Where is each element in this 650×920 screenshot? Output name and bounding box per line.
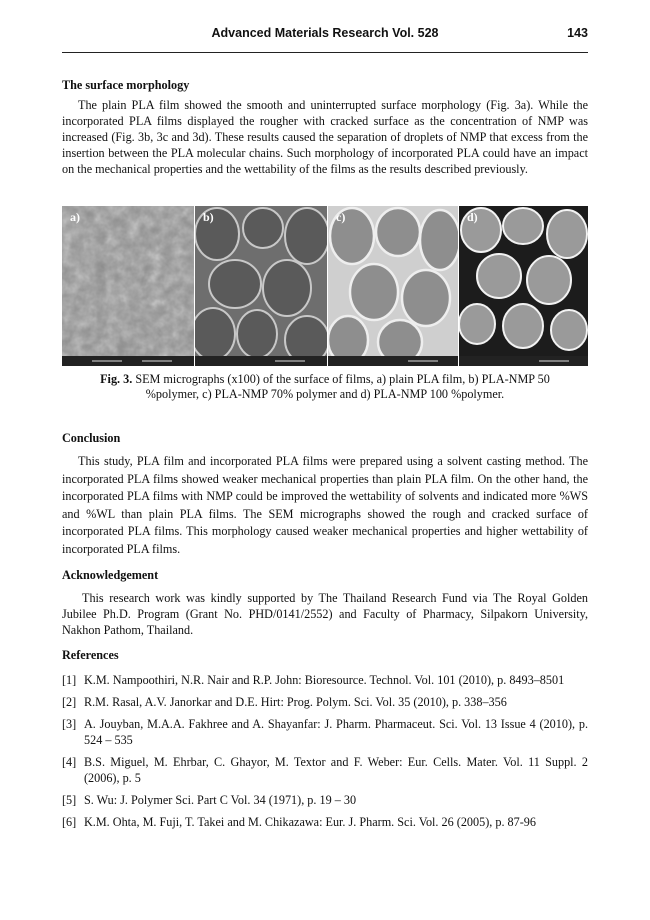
reference-text: K.M. Ohta, M. Fuji, T. Takei and M. Chikazawa: Eur. J. Pharm. Sci. Vol. 26 (2005), p. 87-96 — [84, 815, 536, 829]
reference-item — [62, 792, 588, 808]
reference-number: [6] — [62, 815, 77, 829]
morphology-text: The plain PLA film showed the smooth and uninterrupted surface morphology (Fig. 3a). While the incorporated PLA films displayed the rougher with cracked surface as the concentration of NMP was increased (Fig. 3b, 3c and 3d). These results caused the separation of droplets of NMP that excess from the insertion between the PLA molecular chains. Such morphology of incorporated PLA could have an impact on the mechanical properties and the wettability of the films as the results described previously. — [62, 98, 588, 176]
reference-item — [62, 716, 588, 748]
morphology-heading: The surface morphology — [62, 78, 190, 92]
sem-image-c — [328, 206, 458, 366]
acknowledgement-heading: Acknowledgement — [62, 568, 159, 582]
sem-panel-c — [328, 206, 458, 366]
reference-text: B.S. Miguel, M. Ehrbar, C. Ghayor, M. Textor and F. Weber: Eur. Cells. Mater. Vol. 11 Suppl. 2 (2006), p. 5 — [84, 755, 588, 785]
acknowledgement-text: This research work was kindly supported by The Thailand Research Fund via The Royal Golden Jubilee Ph.D. Program (Grant No. PHD/0141/2552) and Faculty of Pharmacy, Silpakorn University, Nakhon Pathom, Thailand. — [62, 591, 588, 637]
sem-panel-d — [459, 206, 588, 366]
sem-panel-b — [195, 206, 327, 366]
reference-number: [1] — [62, 673, 77, 687]
conclusion-text: This study, PLA film and incorporated PLA films were prepared using a solvent casting method. The incorporated PLA films showed weaker mechanical properties than plain PLA film. On the other hand, the incorporated PLA films with NMP could be improved the wettability of solvents and indicated more %WS and %WL than plain PLA films. The SEM micrographs showed the rough and cracked surface of incorporated PLA films. This morphology caused weaker mechanical properties and higher wettability of incorporated PLA films. — [62, 454, 588, 556]
acknowledgement-paragraph — [62, 590, 588, 638]
morphology-paragraph — [62, 97, 588, 177]
figure-caption — [80, 372, 570, 402]
references-list — [62, 672, 588, 836]
sem-image-d — [459, 206, 588, 366]
reference-item — [62, 694, 588, 710]
references-heading: References — [62, 648, 119, 662]
sem-figure — [62, 206, 588, 366]
reference-number: [3] — [62, 717, 77, 731]
caption-label: Fig. 3. — [100, 372, 133, 386]
running-header — [62, 22, 588, 53]
sem-image-a — [62, 206, 194, 366]
reference-item — [62, 754, 588, 786]
panel-label-c: c) — [336, 210, 346, 224]
conclusion-paragraph — [62, 453, 588, 558]
conclusion-heading: Conclusion — [62, 431, 121, 445]
panel-label-b: b) — [203, 210, 214, 224]
reference-item — [62, 672, 588, 688]
reference-number: [4] — [62, 755, 77, 769]
panel-label-d: d) — [467, 210, 478, 224]
reference-item — [62, 814, 588, 830]
panel-label-a: a) — [70, 210, 80, 224]
reference-text: A. Jouyban, M.A.A. Fakhree and A. Shayanfar: J. Pharm. Pharmaceut. Sci. Vol. 13 Issue 4 (2010), p. 524 – 535 — [84, 717, 588, 747]
reference-text: R.M. Rasal, A.V. Janorkar and D.E. Hirt: Prog. Polym. Sci. Vol. 35 (2010), p. 338–356 — [84, 695, 507, 709]
caption-text: SEM micrographs (x100) of the surface of films, a) plain PLA film, b) PLA-NMP 50 %polymer, c) PLA-NMP 70% polymer and d) PLA-NMP 100 %polymer. — [135, 372, 550, 401]
reference-text: K.M. Nampoothiri, N.R. Nair and R.P. John: Bioresource. Technol. Vol. 101 (2010), p. 8493–8501 — [84, 673, 565, 687]
journal-title: Advanced Materials Research Vol. 528 — [211, 26, 439, 40]
reference-number: [5] — [62, 793, 77, 807]
reference-number: [2] — [62, 695, 77, 709]
sem-panel-a — [62, 206, 194, 366]
reference-text: S. Wu: J. Polymer Sci. Part C Vol. 34 (1971), p. 19 – 30 — [84, 793, 357, 807]
page-number: 143 — [567, 26, 588, 40]
sem-image-b — [195, 206, 327, 366]
